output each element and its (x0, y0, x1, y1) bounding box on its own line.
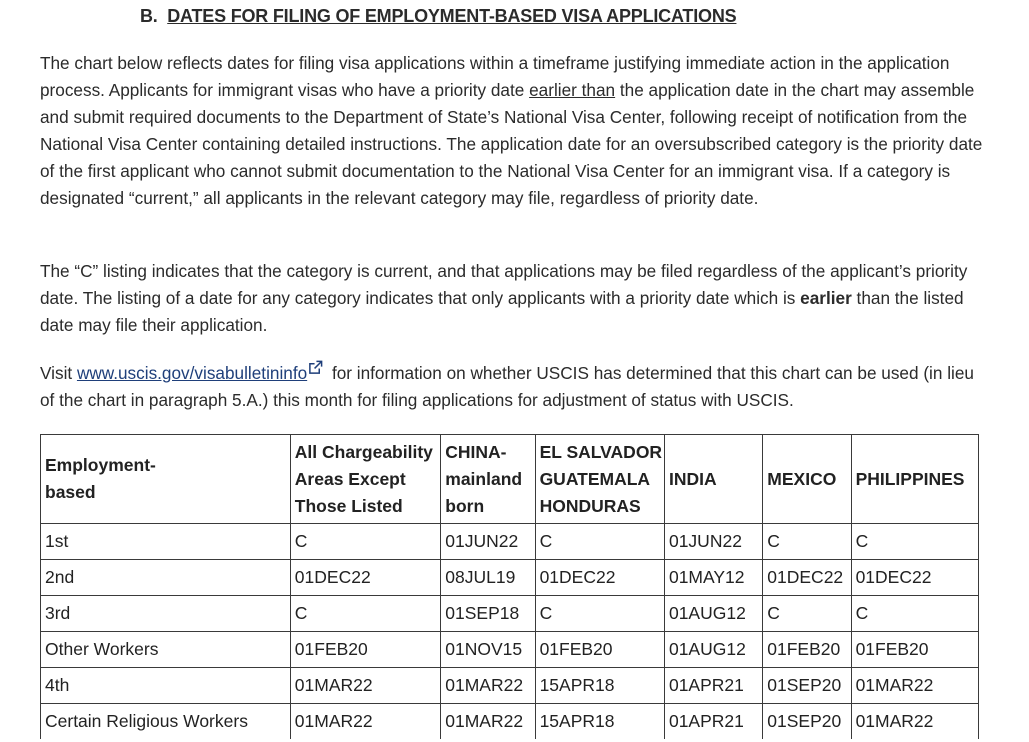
cell-all-chargeability: 01FEB20 (290, 632, 440, 668)
paragraph-dates-for-filing (40, 50, 985, 212)
table-row (41, 632, 979, 668)
cell-india: 01APR21 (664, 704, 762, 740)
cell-mexico: C (763, 524, 851, 560)
cell-philippines: 01MAR22 (851, 668, 978, 704)
row-label: 4th (41, 668, 291, 704)
header-el-salvador-guatemala-honduras: EL SALVADOR GUATEMALA HONDURAS (535, 435, 664, 524)
cell-all-chargeability: C (290, 524, 440, 560)
paragraph-current-listing (40, 258, 985, 339)
cell-china: 01MAR22 (441, 704, 535, 740)
cell-el-salvador: 01FEB20 (535, 632, 664, 668)
cell-india: 01JUN22 (664, 524, 762, 560)
cell-india: 01APR21 (664, 668, 762, 704)
cell-philippines: C (851, 524, 978, 560)
table-row (41, 668, 979, 704)
p2-text-a: The “C” listing indicates that the category is current, and that applications may be filed regardless of the applicant’s priority date. The listing of a date for any category indicates that only applicants with a priority date which is (40, 261, 968, 308)
header-china: CHINA- mainland born (441, 435, 535, 524)
cell-all-chargeability: 01MAR22 (290, 704, 440, 740)
cell-mexico: 01SEP20 (763, 668, 851, 704)
cell-india: 01MAY12 (664, 560, 762, 596)
cell-india: 01AUG12 (664, 596, 762, 632)
uscis-visa-bulletin-link[interactable]: www.uscis.gov/visabulletininfo (76, 363, 308, 383)
cell-all-chargeability: 01MAR22 (290, 668, 440, 704)
row-label: Other Workers (41, 632, 291, 668)
row-label: Certain Religious Workers (41, 704, 291, 740)
header-all-chargeability: All Chargeability Areas Except Those Listed (290, 435, 440, 524)
header-india: INDIA (664, 435, 762, 524)
cell-china: 01MAR22 (441, 668, 535, 704)
p1-underlined-text: earlier than (529, 80, 616, 100)
cell-china: 01NOV15 (441, 632, 535, 668)
cell-el-salvador: 01DEC22 (535, 560, 664, 596)
header-employment-based: Employment- based (41, 435, 291, 524)
p3-text-b: for information on whether USCIS has determined that this chart can be used (in lieu of the chart in paragraph 5.A.) this month for filing applications for adjustment of status with USCIS. (40, 363, 974, 410)
p1-text-b: the application date in the chart may assemble and submit required documents to the Department of State’s National Visa Center, following receipt of notification from the National Visa Center containing detailed instructions. The application date for an oversubscribed category is the priority date of the first applicant who cannot submit documentation to the National Visa Center for an immigrant visa. If a category is designated “current,” all applicants in the relevant category may file, regardless of priority date. (40, 80, 983, 208)
cell-philippines: 01MAR22 (851, 704, 978, 740)
external-link-icon[interactable] (308, 360, 323, 375)
cell-philippines: 01FEB20 (851, 632, 978, 668)
cell-china: 01JUN22 (441, 524, 535, 560)
table-row (41, 524, 979, 560)
row-label: 2nd (41, 560, 291, 596)
cell-mexico: 01SEP20 (763, 704, 851, 740)
paragraph-uscis-visit (40, 360, 985, 414)
cell-mexico: 01FEB20 (763, 632, 851, 668)
row-label: 1st (41, 524, 291, 560)
table-row (41, 704, 979, 740)
cell-china: 01SEP18 (441, 596, 535, 632)
p3-text-a: Visit (40, 363, 77, 383)
section-heading (140, 6, 736, 27)
section-title: DATES FOR FILING OF EMPLOYMENT-BASED VISA APPLICATIONS (167, 6, 737, 26)
header-philippines: PHILIPPINES (851, 435, 978, 524)
table-row (41, 560, 979, 596)
cell-all-chargeability: C (290, 596, 440, 632)
section-letter: B. (140, 6, 158, 26)
cell-mexico: 01DEC22 (763, 560, 851, 596)
table-header-row (41, 435, 979, 524)
p2-bold-text: earlier (800, 288, 852, 308)
cell-philippines: 01DEC22 (851, 560, 978, 596)
cell-el-salvador: 15APR18 (535, 668, 664, 704)
cell-mexico: C (763, 596, 851, 632)
employment-based-filing-table (40, 434, 979, 739)
cell-el-salvador: C (535, 524, 664, 560)
header-mexico: MEXICO (763, 435, 851, 524)
p2-text-b: than the listed date may file their application. (40, 288, 964, 335)
cell-philippines: C (851, 596, 978, 632)
cell-india: 01AUG12 (664, 632, 762, 668)
cell-all-chargeability: 01DEC22 (290, 560, 440, 596)
table-row (41, 596, 979, 632)
row-label: 3rd (41, 596, 291, 632)
p1-text-a: The chart below reflects dates for filing visa applications within a timeframe justifying immediate action in the application process. Applicants for immigrant visas who have a priority date (40, 53, 950, 100)
cell-china: 08JUL19 (441, 560, 535, 596)
cell-el-salvador: 15APR18 (535, 704, 664, 740)
cell-el-salvador: C (535, 596, 664, 632)
